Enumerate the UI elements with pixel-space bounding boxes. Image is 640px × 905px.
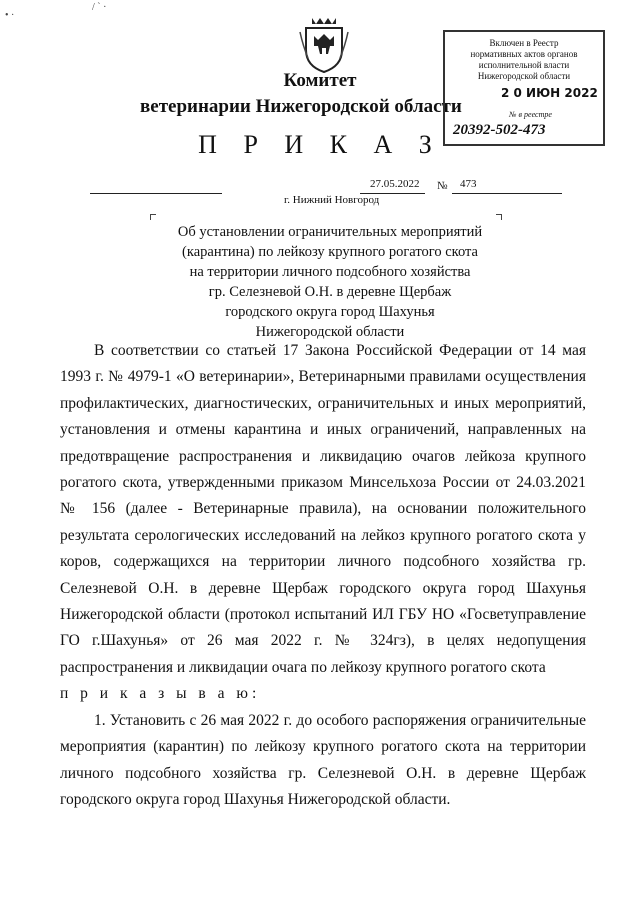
title-line: на территории личного подсобного хозяйства [189, 264, 471, 280]
stamp-line: Включен в Реестр [489, 38, 559, 48]
stamp-registry-number: 20392-502-473 [453, 122, 546, 138]
title-line: Об установлении ограничительных мероприятий [177, 224, 483, 240]
title-line: (карантина) по лейкозу крупного рогатого скота [182, 244, 478, 260]
stamp-line: исполнительной власти [478, 60, 570, 70]
org-name-line1: Комитет [283, 70, 357, 91]
bracket-corner [150, 214, 156, 220]
scan-noise: • · [5, 10, 15, 21]
stamp-line: нормативных актов органов [470, 49, 578, 59]
stamp-line: Нижегородской области [477, 71, 571, 81]
scan-noise: / ` · [92, 2, 107, 13]
doc-date: 27.05.2022 [370, 178, 420, 190]
order-title [160, 222, 500, 342]
stamp-number-label: № в реестре [509, 110, 552, 119]
doc-type-title: П Р И К А З [198, 130, 442, 159]
underline [452, 193, 562, 194]
title-line: гр. Селезневой О.Н. в деревне Щербаж [208, 284, 452, 300]
title-line: городского округа город Шахунья [225, 304, 435, 320]
preamble-paragraph: В соответствии со статьей 17 Закона Российской Федерации от 14 мая 1993 г. № 4979-1 «О ветеринарии», Ветеринарными правилами осуществления профилактических, диагностических, ограничительных и иных мероприятий, установления и отмены карантина и иных ограничений, направленных на предотвращение распространения и ликвидацию очагов лейкоза крупного рогатого скота, утвержденными приказом Минсельхоза России от 24.03.2021 № 156 (далее - Ветеринарные правила), на основании положительного результата серологических исследований на лейкоз крупного рогатого скота у коров, содержащихся на территории личного подсобного хозяйства гр. Селезневой О.Н. в деревне Щербаж городского округа город Шахунья Нижегородской области (протокол испытаний ИЛ ГБУ НО «Госветуправление ГО г.Шахунья» от 26 мая 2022 г. № 324гз), в целях недопущения распространения и ликвидации очага по лейкозу крупного рогатого скота [60, 342, 586, 676]
order-word: п р и к а з ы в а ю: [60, 685, 261, 703]
underline [90, 193, 222, 194]
doc-number: 473 [460, 178, 477, 190]
city: г. Нижний Новгород [284, 194, 380, 206]
coat-of-arms-icon [298, 14, 350, 76]
stamp-date: 2 0 ИЮН 2022 [501, 86, 598, 100]
bracket-corner [496, 214, 502, 220]
title-line: Нижегородской области [255, 324, 405, 340]
org-name-line2: ветеринарии Нижегородской области [140, 96, 462, 117]
order-item-1: 1. Установить с 26 мая 2022 г. до особого распоряжения ограничительные мероприятия (карантин) по лейкозу крупного рогатого скота на территории личного подсобного хозяйства гр. Селезневой О.Н. в деревне Щербаж городского округа город Шахунья Нижегородской области. [60, 711, 586, 808]
registry-stamp [443, 30, 605, 146]
number-sign: № [437, 180, 448, 192]
order-body [60, 338, 586, 813]
